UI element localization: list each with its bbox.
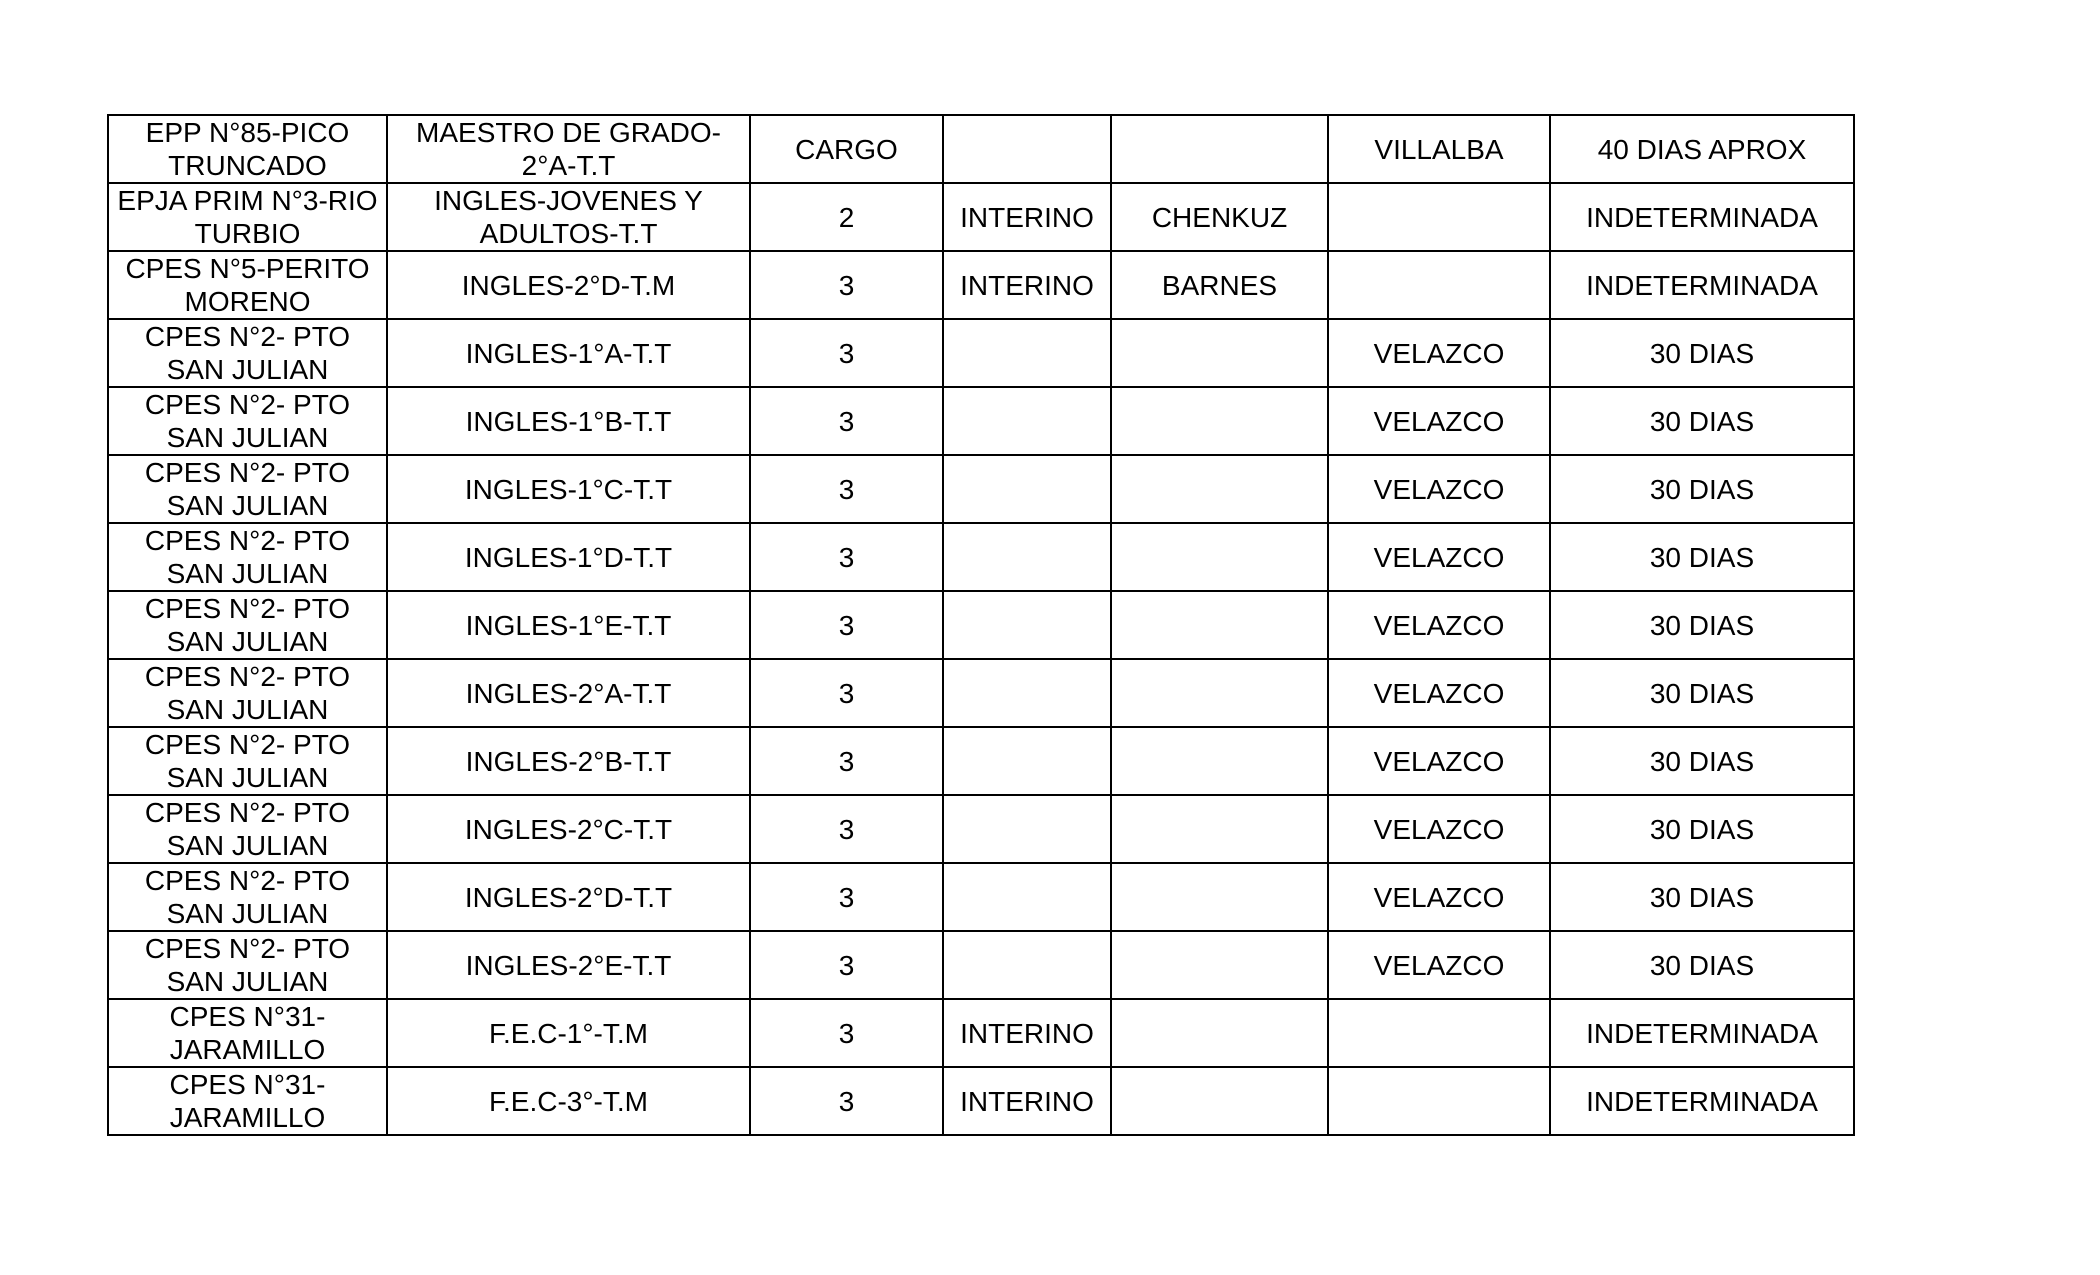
hours-cell: 3 xyxy=(750,523,943,591)
subject-cell: INGLES-2°C-T.T xyxy=(387,795,750,863)
subject-cell: INGLES-2°D-T.M xyxy=(387,251,750,319)
duration-cell: 30 DIAS xyxy=(1550,387,1854,455)
replaced-cell xyxy=(1328,999,1550,1067)
surname-cell: BARNES xyxy=(1111,251,1328,319)
surname-cell xyxy=(1111,727,1328,795)
subject-cell: INGLES-1°D-T.T xyxy=(387,523,750,591)
school-cell: CPES N°2- PTO SAN JULIAN xyxy=(108,523,387,591)
subject-cell: F.E.C-3°-T.M xyxy=(387,1067,750,1135)
subject-cell: MAESTRO DE GRADO-2°A-T.T xyxy=(387,115,750,183)
surname-cell xyxy=(1111,1067,1328,1135)
school-cell: CPES N°2- PTO SAN JULIAN xyxy=(108,931,387,999)
surname-cell xyxy=(1111,931,1328,999)
status-cell xyxy=(943,523,1111,591)
school-cell: CPES N°5-PERITO MORENO xyxy=(108,251,387,319)
status-cell: INTERINO xyxy=(943,1067,1111,1135)
table-row xyxy=(108,455,1854,523)
status-cell xyxy=(943,659,1111,727)
hours-cell: 3 xyxy=(750,659,943,727)
subject-cell: INGLES-JOVENES Y ADULTOS-T.T xyxy=(387,183,750,251)
hours-cell: 3 xyxy=(750,727,943,795)
table-row xyxy=(108,183,1854,251)
hours-cell: 2 xyxy=(750,183,943,251)
surname-cell xyxy=(1111,795,1328,863)
hours-cell: 3 xyxy=(750,319,943,387)
duration-cell: 30 DIAS xyxy=(1550,795,1854,863)
surname-cell xyxy=(1111,591,1328,659)
subject-cell: INGLES-1°B-T.T xyxy=(387,387,750,455)
duration-cell: 30 DIAS xyxy=(1550,727,1854,795)
surname-cell: CHENKUZ xyxy=(1111,183,1328,251)
duration-cell: 30 DIAS xyxy=(1550,455,1854,523)
status-cell xyxy=(943,455,1111,523)
surname-cell xyxy=(1111,387,1328,455)
duration-cell: INDETERMINADA xyxy=(1550,183,1854,251)
replaced-cell: VELAZCO xyxy=(1328,387,1550,455)
duration-cell: INDETERMINADA xyxy=(1550,251,1854,319)
school-cell: CPES N°2- PTO SAN JULIAN xyxy=(108,455,387,523)
surname-cell xyxy=(1111,863,1328,931)
table-row xyxy=(108,115,1854,183)
status-cell xyxy=(943,931,1111,999)
hours-cell: 3 xyxy=(750,999,943,1067)
school-cell: CPES N°2- PTO SAN JULIAN xyxy=(108,319,387,387)
status-cell xyxy=(943,115,1111,183)
replaced-cell xyxy=(1328,183,1550,251)
school-cell: EPJA PRIM N°3-RIO TURBIO xyxy=(108,183,387,251)
school-cell: CPES N°2- PTO SAN JULIAN xyxy=(108,727,387,795)
replaced-cell: VELAZCO xyxy=(1328,727,1550,795)
school-cell: CPES N°2- PTO SAN JULIAN xyxy=(108,795,387,863)
surname-cell xyxy=(1111,115,1328,183)
status-cell: INTERINO xyxy=(943,183,1111,251)
hours-cell: 3 xyxy=(750,251,943,319)
replaced-cell: VELAZCO xyxy=(1328,591,1550,659)
table-row xyxy=(108,727,1854,795)
duration-cell: 40 DIAS APROX xyxy=(1550,115,1854,183)
subject-cell: F.E.C-1°-T.M xyxy=(387,999,750,1067)
surname-cell xyxy=(1111,455,1328,523)
subject-cell: INGLES-2°B-T.T xyxy=(387,727,750,795)
duration-cell: INDETERMINADA xyxy=(1550,1067,1854,1135)
duration-cell: INDETERMINADA xyxy=(1550,999,1854,1067)
status-cell xyxy=(943,387,1111,455)
replaced-cell: VELAZCO xyxy=(1328,455,1550,523)
surname-cell xyxy=(1111,523,1328,591)
hours-cell: 3 xyxy=(750,455,943,523)
status-cell xyxy=(943,863,1111,931)
hours-cell: 3 xyxy=(750,387,943,455)
duration-cell: 30 DIAS xyxy=(1550,319,1854,387)
hours-cell: 3 xyxy=(750,795,943,863)
surname-cell xyxy=(1111,999,1328,1067)
status-cell xyxy=(943,319,1111,387)
status-cell: INTERINO xyxy=(943,251,1111,319)
replaced-cell: VELAZCO xyxy=(1328,319,1550,387)
table-row xyxy=(108,387,1854,455)
school-cell: CPES N°31-JARAMILLO xyxy=(108,1067,387,1135)
school-cell: EPP N°85-PICO TRUNCADO xyxy=(108,115,387,183)
duration-cell: 30 DIAS xyxy=(1550,931,1854,999)
subject-cell: INGLES-1°A-T.T xyxy=(387,319,750,387)
hours-cell: 3 xyxy=(750,591,943,659)
status-cell xyxy=(943,795,1111,863)
table-row xyxy=(108,523,1854,591)
replaced-cell: VELAZCO xyxy=(1328,931,1550,999)
hours-cell: 3 xyxy=(750,863,943,931)
duration-cell: 30 DIAS xyxy=(1550,591,1854,659)
school-cell: CPES N°2- PTO SAN JULIAN xyxy=(108,863,387,931)
duration-cell: 30 DIAS xyxy=(1550,659,1854,727)
table-row xyxy=(108,319,1854,387)
hours-cell: 3 xyxy=(750,931,943,999)
school-cell: CPES N°2- PTO SAN JULIAN xyxy=(108,387,387,455)
hours-cell: CARGO xyxy=(750,115,943,183)
replaced-cell xyxy=(1328,1067,1550,1135)
duration-cell: 30 DIAS xyxy=(1550,523,1854,591)
table-row xyxy=(108,591,1854,659)
table-row xyxy=(108,795,1854,863)
subject-cell: INGLES-1°E-T.T xyxy=(387,591,750,659)
table-row xyxy=(108,999,1854,1067)
subject-cell: INGLES-1°C-T.T xyxy=(387,455,750,523)
replaced-cell: VELAZCO xyxy=(1328,863,1550,931)
hours-cell: 3 xyxy=(750,1067,943,1135)
table-row xyxy=(108,1067,1854,1135)
duration-cell: 30 DIAS xyxy=(1550,863,1854,931)
subject-cell: INGLES-2°A-T.T xyxy=(387,659,750,727)
surname-cell xyxy=(1111,659,1328,727)
table-row xyxy=(108,659,1854,727)
replaced-cell: VILLALBA xyxy=(1328,115,1550,183)
subject-cell: INGLES-2°D-T.T xyxy=(387,863,750,931)
replaced-cell: VELAZCO xyxy=(1328,659,1550,727)
replaced-cell: VELAZCO xyxy=(1328,523,1550,591)
school-cell: CPES N°2- PTO SAN JULIAN xyxy=(108,659,387,727)
status-cell xyxy=(943,591,1111,659)
assignments-table xyxy=(107,114,1855,1136)
school-cell: CPES N°31-JARAMILLO xyxy=(108,999,387,1067)
replaced-cell xyxy=(1328,251,1550,319)
table-body xyxy=(108,115,1854,1135)
table-row xyxy=(108,251,1854,319)
surname-cell xyxy=(1111,319,1328,387)
status-cell: INTERINO xyxy=(943,999,1111,1067)
status-cell xyxy=(943,727,1111,795)
school-cell: CPES N°2- PTO SAN JULIAN xyxy=(108,591,387,659)
table-row xyxy=(108,931,1854,999)
replaced-cell: VELAZCO xyxy=(1328,795,1550,863)
subject-cell: INGLES-2°E-T.T xyxy=(387,931,750,999)
table-row xyxy=(108,863,1854,931)
